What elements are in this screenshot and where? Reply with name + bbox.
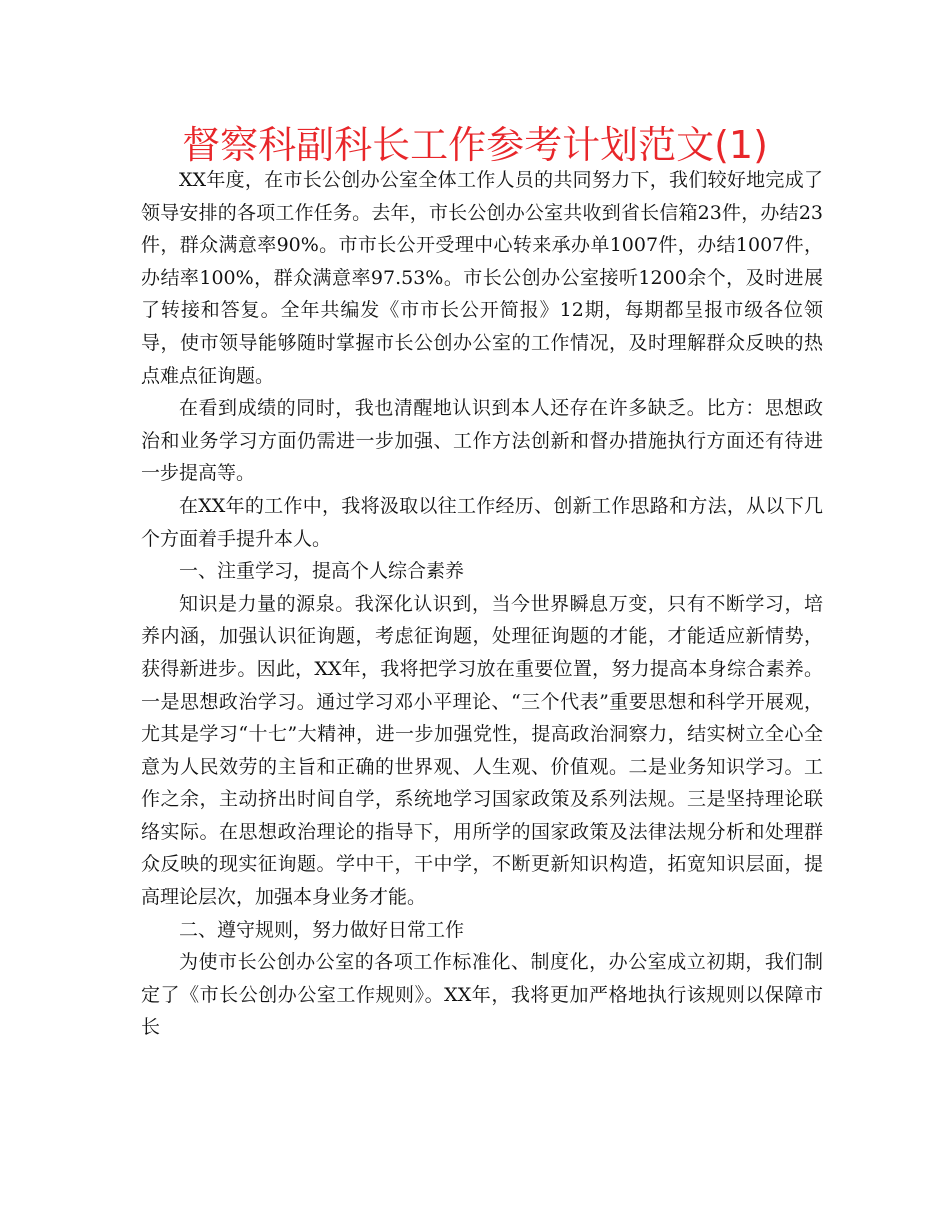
section-heading-2: 二、遵守规则，努力做好日常工作 — [179, 918, 465, 941]
paragraph-summary: XX年度，在市长公创办公室全体工作人员的共同努力下，我们较好地完成了领导安排的各项工作任务。去年，市长公创办公室共收到省长信箱23件，办结23件，群众满意率90%。市市长公开受理中心转来承办单1007件，办结1007件，办结率100%，群众满意率97.53%。市长公创办公室接听1200余个，及时进展了转接和答复。全年共编发《市市长公开简报》12期，每期都呈报市级各位领导，使市领导能够随时掌握市长公创办公室的工作情况，及时理解群众反映的热点难点征询题。 — [141, 169, 823, 387]
section-heading-1: 一、注重学习，提高个人综合素养 — [179, 560, 465, 583]
paragraph-shortcomings: 在看到成绩的同时，我也清醒地认识到本人还存在许多缺乏。比方：思想政治和业务学习方面仍需进一步加强、工作方法创新和督办措施执行方面还有待进一步提高等。 — [141, 397, 823, 485]
paragraph-rules: 为使市长公创办公室的各项工作标准化、制度化，办公室成立初期，我们制定了《市长公创办公室工作规则》。XX年，我将更加严格地执行该规则以保障市长 — [141, 951, 823, 1039]
paragraph-plan-intro: 在XX年的工作中，我将汲取以往工作经历、创新工作思路和方法，从以下几个方面着手提升本人。 — [141, 494, 823, 550]
document-body — [141, 164, 823, 1044]
document-title: 督察科副科长工作参考计划范文(1) — [182, 123, 768, 167]
paragraph-learning: 知识是力量的源泉。我深化认识到，当今世界瞬息万变，只有不断学习，培养内涵，加强认识征询题，考虑征询题，处理征询题的才能，才能适应新情势，获得新进步。因此，XX年，我将把学习放在重要位置，努力提高本身综合素养。一是思想政治学习。通过学习邓小平理论、“三个代表”重要思想和科学开展观，尤其是学习“十七”大精神，进一步加强党性，提高政治洞察力，结实树立全心全意为人民效劳的主旨和正确的世界观、人生观、价值观。二是业务知识学习。工作之余，主动挤出时间自学，系统地学习国家政策及系列法规。三是坚持理论联络实际。在思想政治理论的指导下，用所学的国家政策及法律法规分析和处理群众反映的现实征询题。学中干，干中学，不断更新知识构造，拓宽知识层面，提高理论层次，加强本身业务才能。 — [141, 592, 823, 909]
